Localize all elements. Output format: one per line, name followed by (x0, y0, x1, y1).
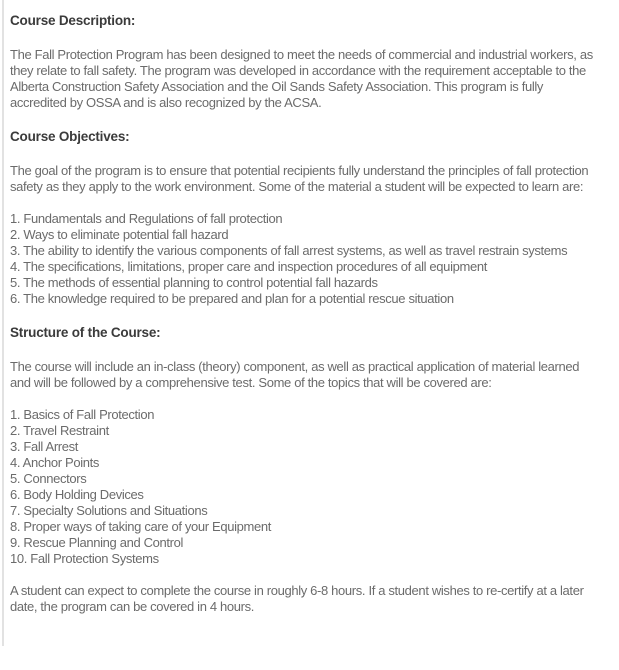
course-description-heading: Course Description: (10, 13, 136, 28)
course-structure-heading: Structure of the Course: (10, 325, 161, 340)
list-item: 5. Connectors (10, 471, 87, 486)
course-objectives-list (10, 211, 597, 307)
course-topics-list (10, 407, 597, 567)
list-item: 7. Specialty Solutions and Situations (10, 503, 208, 518)
list-item: 2. Travel Restraint (10, 423, 109, 438)
list-item: 10. Fall Protection Systems (10, 551, 159, 566)
list-item: 2. Ways to eliminate potential fall hazard (10, 227, 229, 242)
course-objectives-heading: Course Objectives: (10, 129, 130, 144)
list-item: 3. The ability to identify the various components of fall arrest systems, as well as travel restrain systems (10, 243, 568, 258)
list-item: 5. The methods of essential planning to control potential fall hazards (10, 275, 378, 290)
list-item: 3. Fall Arrest (10, 439, 79, 454)
list-item: 1. Basics of Fall Protection (10, 407, 155, 422)
list-item: 9. Rescue Planning and Control (10, 535, 184, 550)
list-item: 4. Anchor Points (10, 455, 100, 470)
list-item: 6. Body Holding Devices (10, 487, 144, 502)
list-item: 4. The specifications, limitations, proper care and inspection procedures of all equipment (10, 259, 487, 274)
course-structure-paragraph: The course will include an in-class (theory) component, as well as practical application of material learned and will be followed by a comprehensive test. Some of the topics that will be covered are: (10, 359, 580, 390)
list-item: 8. Proper ways of taking care of your Equipment (10, 519, 272, 534)
list-item: 1. Fundamentals and Regulations of fall protection (10, 211, 283, 226)
course-description-paragraph: The Fall Protection Program has been designed to meet the needs of commercial and industrial workers, as they relate to fall safety. The program was developed in accordance with the requirement acceptable to the Alberta Construction Safety Association and the Oil Sands Safety Association. This program is fully accredited by OSSA and is also recognized by the ACSA. (10, 47, 593, 110)
course-objectives-paragraph: The goal of the program is to ensure that potential recipients fully understand the principles of fall protection safety as they apply to the work environment. Some of the material a student will be expected to learn are: (10, 163, 589, 194)
list-item: 6. The knowledge required to be prepared and plan for a potential rescue situation (10, 291, 454, 306)
course-duration-paragraph: A student can expect to complete the course in roughly 6-8 hours. If a student wishes to re-certify at a later date, the program can be covered in 4 hours. (10, 583, 584, 614)
